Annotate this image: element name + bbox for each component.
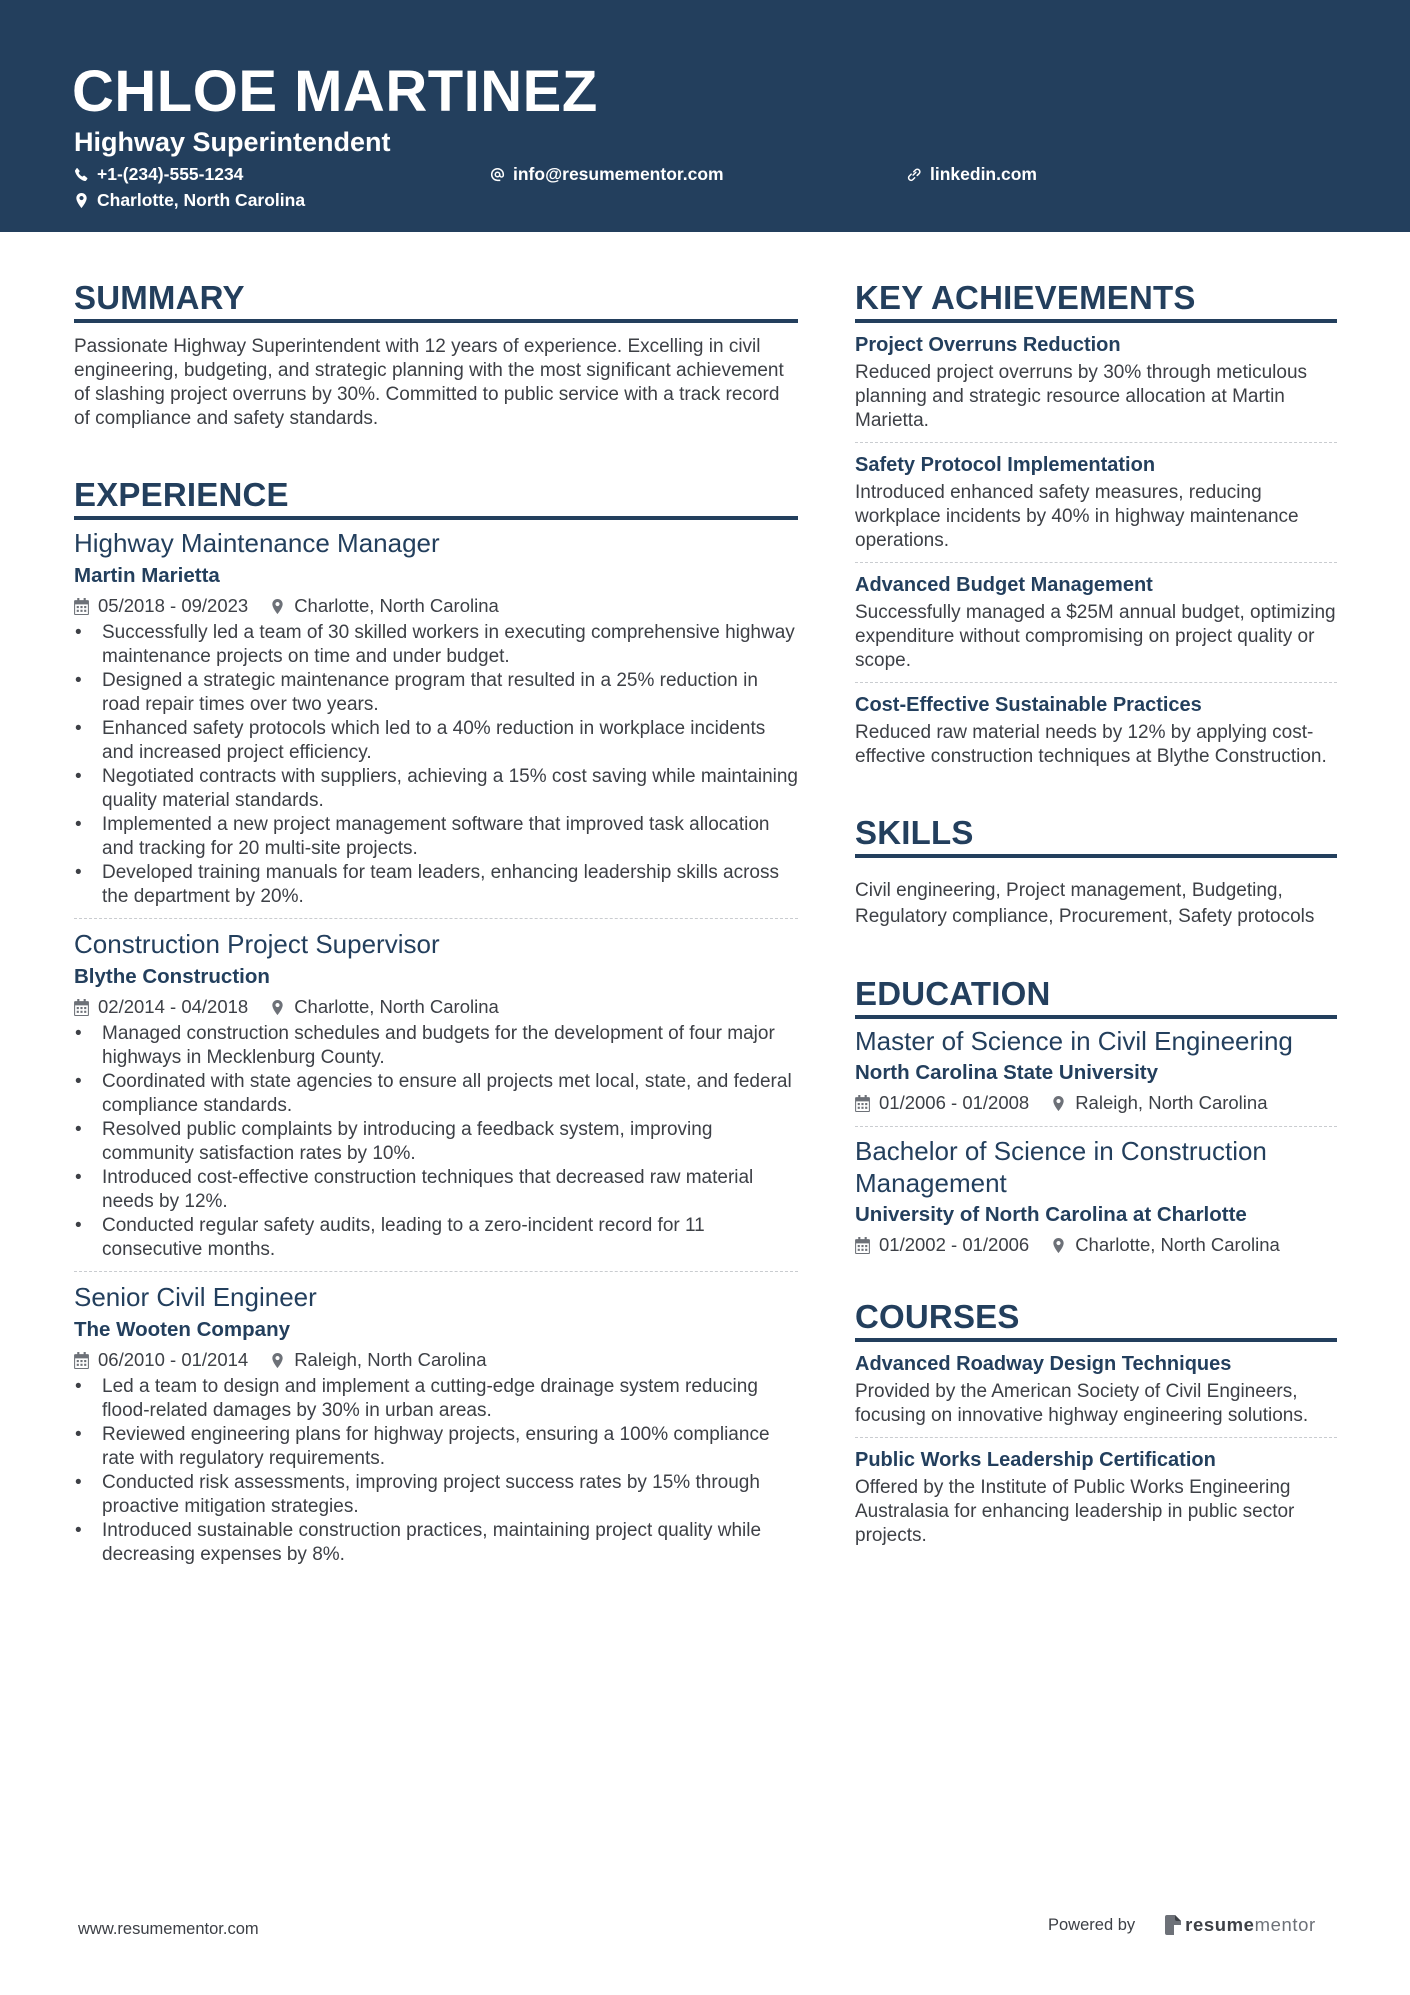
achievement-title: Safety Protocol Implementation bbox=[855, 454, 1156, 476]
education-meta bbox=[855, 1089, 1337, 1117]
calendar-icon bbox=[855, 1237, 870, 1254]
job-location bbox=[270, 1346, 486, 1374]
contact-email[interactable] bbox=[490, 163, 724, 185]
contact-location bbox=[74, 189, 305, 211]
job-dates bbox=[74, 993, 248, 1021]
bullet-item: • Resolved public complaints by introducing a feedback system, improving community satisfaction rates by 10%. bbox=[74, 1118, 798, 1166]
job-company: Blythe Construction bbox=[74, 965, 270, 988]
achievement-title: Project Overruns Reduction bbox=[855, 334, 1121, 356]
education-location bbox=[1051, 1231, 1280, 1259]
calendar-icon bbox=[74, 1352, 89, 1369]
entry-divider bbox=[74, 918, 798, 919]
bullet-item: • Conducted regular safety audits, leading to a zero-incident record for 11 consecutive months. bbox=[74, 1214, 798, 1262]
location-icon bbox=[270, 999, 285, 1016]
job-entry bbox=[74, 526, 798, 909]
location-icon bbox=[270, 1352, 285, 1369]
calendar-icon bbox=[855, 1095, 870, 1112]
bullet-item: • Developed training manuals for team leaders, enhancing leadership skills across the department by 20%. bbox=[74, 861, 798, 909]
entry-divider bbox=[855, 1126, 1337, 1127]
candidate-title: Highway Superintendent bbox=[74, 127, 391, 157]
bullet-item: • Coordinated with state agencies to ensure all projects met local, state, and federal compliance standards. bbox=[74, 1070, 798, 1118]
achievement-text: Introduced enhanced safety measures, reducing workplace incidents by 40% in highway maintenance operations. bbox=[855, 482, 1299, 551]
school-name: University of North Carolina at Charlotte bbox=[855, 1203, 1247, 1226]
contact-phone-text: +1-(234)-555-1234 bbox=[97, 164, 244, 184]
job-bullets bbox=[74, 1375, 798, 1567]
location-icon bbox=[74, 193, 89, 208]
job-dates bbox=[74, 592, 248, 620]
section-title-courses: COURSES bbox=[855, 1298, 1020, 1335]
achievement-title: Advanced Budget Management bbox=[855, 574, 1153, 596]
school-name: North Carolina State University bbox=[855, 1061, 1159, 1084]
achievement-title: Cost-Effective Sustainable Practices bbox=[855, 694, 1202, 716]
section-divider bbox=[855, 854, 1337, 858]
achievement-item bbox=[855, 451, 1337, 553]
education-location-text: Raleigh, North Carolina bbox=[1075, 1092, 1268, 1113]
phone-icon bbox=[74, 167, 89, 182]
section-title-achievements: KEY ACHIEVEMENTS bbox=[855, 279, 1196, 316]
job-title: Highway Maintenance Manager bbox=[74, 528, 440, 558]
achievement-text: Successfully managed a $25M annual budget, optimizing expenditure without compromising on project quality or scope. bbox=[855, 602, 1336, 671]
achievement-text: Reduced project overruns by 30% through meticulous planning and strategic resource allocation at Martin Marietta. bbox=[855, 362, 1308, 431]
at-icon bbox=[490, 167, 505, 182]
location-icon bbox=[1051, 1237, 1066, 1254]
contact-linkedin[interactable] bbox=[907, 163, 1037, 185]
education-location-text: Charlotte, North Carolina bbox=[1075, 1234, 1280, 1255]
bullet-item: • Negotiated contracts with suppliers, achieving a 15% cost saving while maintaining quality material standards. bbox=[74, 765, 798, 813]
resumementor-logo-icon bbox=[1165, 1915, 1181, 1935]
powered-by-label: Powered by bbox=[1048, 1915, 1136, 1934]
course-title: Advanced Roadway Design Techniques bbox=[855, 1353, 1232, 1375]
job-title: Senior Civil Engineer bbox=[74, 1282, 317, 1312]
link-icon bbox=[907, 167, 922, 182]
footer-website-link[interactable]: www.resumementor.com bbox=[78, 1920, 259, 1938]
bullet-item: • Introduced sustainable construction practices, maintaining project quality while decreasing expenses by 8%. bbox=[74, 1519, 798, 1567]
experience-section bbox=[74, 475, 798, 1567]
skills-text: Civil engineering, Project management, Budgeting, Regulatory compliance, Procurement, Safety protocols bbox=[855, 880, 1315, 927]
education-section bbox=[855, 974, 1337, 1259]
bullet-item: • Led a team to design and implement a cutting-edge drainage system reducing flood-related damages by 30% in urban areas. bbox=[74, 1375, 798, 1423]
logo-wordmark-light: mentor bbox=[1254, 1914, 1316, 1935]
job-meta bbox=[74, 993, 798, 1021]
bullet-item: • Implemented a new project management software that improved task allocation and tracking for 20 multi-site projects. bbox=[74, 813, 798, 861]
bullet-item: • Enhanced safety protocols which led to a 40% reduction in workplace incidents and increased project efficiency. bbox=[74, 717, 798, 765]
summary-text: Passionate Highway Superintendent with 12 years of experience. Excelling in civil engineering, budgeting, and strategic planning with the most significant achievement of slashing project overruns by 30%. Committed to public service with a track record of compliance and safety standards. bbox=[74, 336, 784, 429]
course-text: Offered by the Institute of Public Works Engineering Australasia for enhancing leadership in public sector projects. bbox=[855, 1477, 1295, 1546]
contact-linkedin-text: linkedin.com bbox=[930, 164, 1037, 184]
bullet-item: • Introduced cost-effective construction techniques that decreased raw material needs by 12%. bbox=[74, 1166, 798, 1214]
entry-divider bbox=[855, 1437, 1337, 1438]
bullet-item: • Conducted risk assessments, improving project success rates by 15% through proactive mitigation strategies. bbox=[74, 1471, 798, 1519]
education-dates bbox=[855, 1231, 1029, 1259]
entry-divider bbox=[855, 682, 1337, 683]
education-location bbox=[1051, 1089, 1267, 1117]
job-bullets bbox=[74, 621, 798, 909]
achievements-section bbox=[855, 278, 1337, 769]
education-entry bbox=[855, 1135, 1337, 1259]
job-bullets bbox=[74, 1022, 798, 1262]
job-location bbox=[270, 993, 499, 1021]
achievement-item bbox=[855, 571, 1337, 673]
section-title-education: EDUCATION bbox=[855, 975, 1051, 1012]
footer-branding bbox=[1048, 1914, 1316, 1936]
job-entry bbox=[74, 1280, 798, 1567]
bullet-item: • Managed construction schedules and budgets for the development of four major highways in Mecklenburg County. bbox=[74, 1022, 798, 1070]
achievement-text: Reduced raw material needs by 12% by applying cost-effective construction techniques at Blythe Construction. bbox=[855, 722, 1327, 767]
job-company: The Wooten Company bbox=[74, 1318, 291, 1341]
job-location-text: Charlotte, North Carolina bbox=[294, 996, 499, 1017]
job-company: Martin Marietta bbox=[74, 564, 220, 587]
education-dates-text: 01/2002 - 01/2006 bbox=[879, 1234, 1030, 1255]
education-meta bbox=[855, 1231, 1337, 1259]
job-meta bbox=[74, 592, 798, 620]
resumementor-logo[interactable] bbox=[1165, 1914, 1316, 1936]
education-dates bbox=[855, 1089, 1029, 1117]
calendar-icon bbox=[74, 598, 89, 615]
bullet-item: • Successfully led a team of 30 skilled workers in executing comprehensive highway maintenance projects on time and under budget. bbox=[74, 621, 798, 669]
entry-divider bbox=[855, 442, 1337, 443]
course-item bbox=[855, 1446, 1337, 1548]
summary-section bbox=[74, 278, 798, 431]
location-icon bbox=[270, 598, 285, 615]
location-icon bbox=[1051, 1095, 1066, 1112]
bullet-item: • Reviewed engineering plans for highway projects, ensuring a 100% compliance rate with regulatory requirements. bbox=[74, 1423, 798, 1471]
education-entry bbox=[855, 1025, 1337, 1117]
resume-header bbox=[0, 0, 1410, 232]
job-location bbox=[270, 592, 499, 620]
course-item bbox=[855, 1350, 1337, 1428]
job-dates-text: 02/2014 - 04/2018 bbox=[98, 996, 249, 1017]
entry-divider bbox=[74, 1271, 798, 1272]
calendar-icon bbox=[74, 999, 89, 1016]
contact-email-text: info@resumementor.com bbox=[513, 164, 724, 184]
section-divider bbox=[74, 516, 798, 520]
job-entry bbox=[74, 927, 798, 1262]
achievement-item bbox=[855, 691, 1337, 769]
job-dates-text: 05/2018 - 09/2023 bbox=[98, 595, 249, 616]
section-divider bbox=[855, 319, 1337, 323]
left-column bbox=[74, 278, 798, 1567]
job-title: Construction Project Supervisor bbox=[74, 929, 440, 959]
section-divider bbox=[855, 1015, 1337, 1019]
contact-phone[interactable] bbox=[74, 163, 243, 185]
section-title-skills: SKILLS bbox=[855, 814, 974, 851]
contact-location-text: Charlotte, North Carolina bbox=[97, 190, 306, 210]
course-text: Provided by the American Society of Civil Engineers, focusing on innovative highway engineering solutions. bbox=[855, 1381, 1309, 1426]
job-location-text: Raleigh, North Carolina bbox=[294, 1349, 487, 1370]
section-divider bbox=[855, 1338, 1337, 1342]
section-divider bbox=[74, 319, 798, 323]
job-location-text: Charlotte, North Carolina bbox=[294, 595, 499, 616]
entry-divider bbox=[855, 562, 1337, 563]
courses-section bbox=[855, 1297, 1337, 1548]
job-meta bbox=[74, 1346, 798, 1374]
degree-title: Bachelor of Science in Construction Management bbox=[855, 1136, 1267, 1198]
job-dates-text: 06/2010 - 01/2014 bbox=[98, 1349, 249, 1370]
education-dates-text: 01/2006 - 01/2008 bbox=[879, 1092, 1030, 1113]
job-dates bbox=[74, 1346, 248, 1374]
right-column bbox=[855, 278, 1337, 1548]
section-title-experience: EXPERIENCE bbox=[74, 476, 289, 513]
logo-wordmark bbox=[1185, 1914, 1316, 1936]
candidate-name: CHLOE MARTINEZ bbox=[72, 59, 598, 124]
bullet-item: • Designed a strategic maintenance program that resulted in a 25% reduction in road repair times over two years. bbox=[74, 669, 798, 717]
achievement-item bbox=[855, 331, 1337, 433]
course-title: Public Works Leadership Certification bbox=[855, 1449, 1216, 1471]
section-title-summary: SUMMARY bbox=[74, 279, 245, 316]
degree-title: Master of Science in Civil Engineering bbox=[855, 1026, 1293, 1056]
logo-wordmark-bold: resume bbox=[1185, 1914, 1255, 1935]
skills-section bbox=[855, 813, 1337, 930]
